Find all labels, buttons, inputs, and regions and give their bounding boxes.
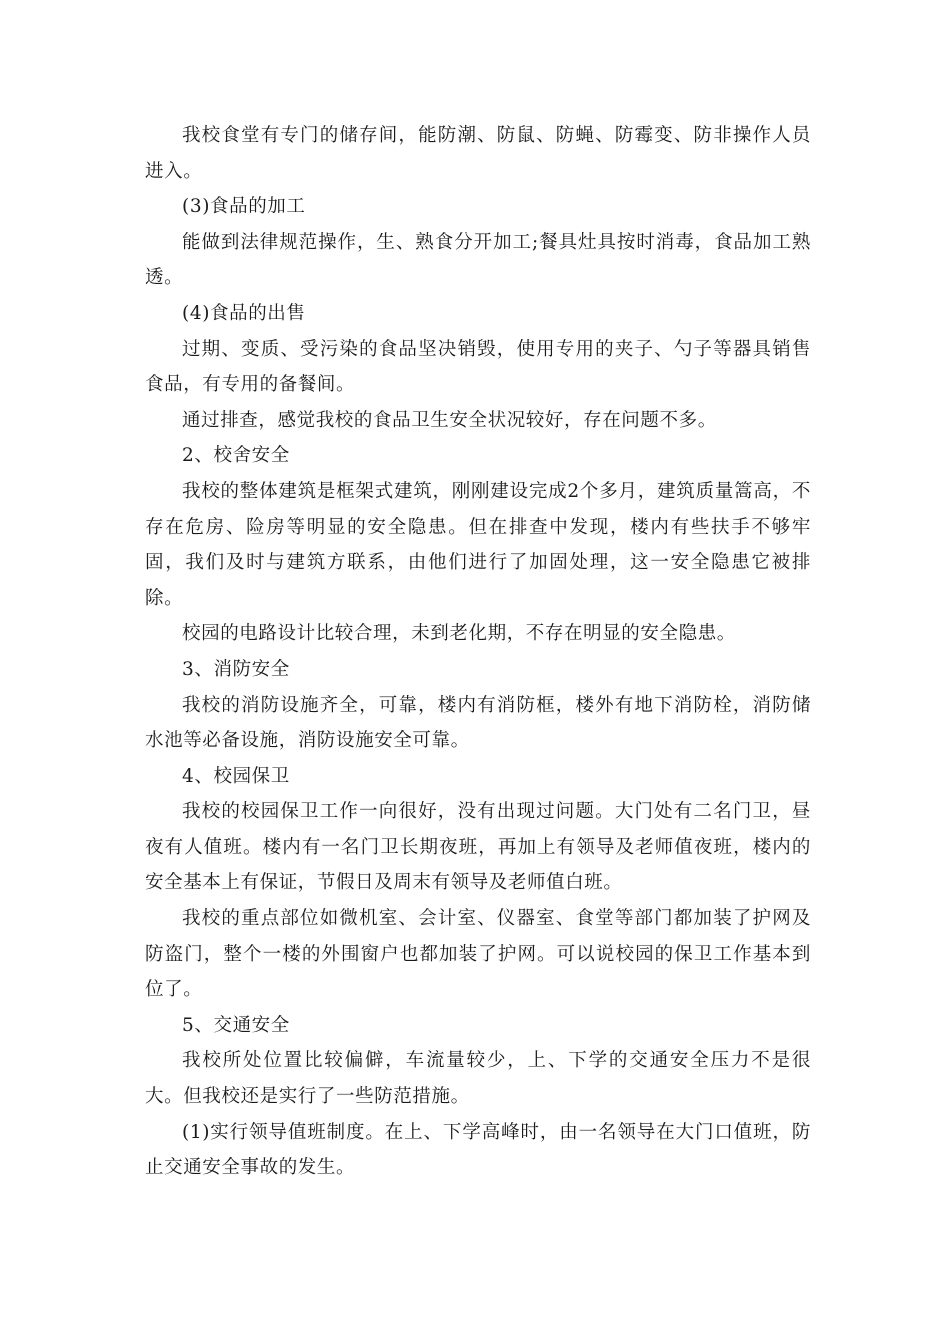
heading-campus-security: 4、校园保卫	[182, 765, 290, 787]
paragraph-food-sales: 过期、变质、受污染的食品坚决销毁，使用专用的夹子、勺子等器具销售食品，有专用的备餐间。	[145, 338, 811, 396]
heading-building-safety: 2、校舍安全	[182, 445, 290, 467]
paragraph-food-processing: 能做到法律规范操作，生、熟食分开加工;餐具灶具按时消毒，食品加工熟透。	[145, 231, 811, 289]
paragraph-building-safety: 我校的整体建筑是框架式建筑，刚刚建设完成2个多月，建筑质量篙高，不存在危房、险房等明显的安全隐患。但在排查中发现，楼内有些扶手不够牢固，我们及时与建筑方联系，由他们进行了加固处理，这一安全隐患它被排除。	[145, 480, 811, 609]
paragraph-storage-room: 我校食堂有专门的储存间，能防潮、防鼠、防蝇、防霉变、防非操作人员进入。	[145, 125, 811, 182]
paragraph-duty-system: (1)实行领导值班制度。在上、下学高峰时，由一名领导在大门口值班，防止交通安全事故的发生。	[145, 1121, 811, 1179]
heading-fire-safety: 3、消防安全	[182, 658, 290, 680]
document-page	[145, 118, 811, 1186]
paragraph-key-areas: 我校的重点部位如微机室、会计室、仪器室、食堂等部门都加装了护网及防盗门，整个一楼的外围窗户也都加装了护网。可以说校园的保卫工作基本到位了。	[145, 908, 811, 1001]
heading-food-processing: (3)食品的加工	[182, 196, 306, 218]
paragraph-traffic-safety: 我校所处位置比较偏僻，车流量较少，上、下学的交通安全压力不是很大。但我校还是实行了一些防范措施。	[145, 1050, 811, 1108]
paragraph-fire-safety: 我校的消防设施齐全，可靠，楼内有消防框，楼外有地下消防栓，消防储水池等必备设施，消防设施安全可靠。	[145, 694, 811, 752]
heading-food-sales: (4)食品的出售	[182, 302, 306, 324]
paragraph-electrical: 校园的电路设计比较合理，未到老化期，不存在明显的安全隐患。	[182, 623, 736, 645]
paragraph-campus-security: 我校的校园保卫工作一向很好，没有出现过问题。大门处有二名门卫，昼夜有人值班。楼内有一名门卫长期夜班，再加上有领导及老师值夜班，楼内的安全基本上有保证，节假日及周末有领导及老师值白班。	[145, 801, 811, 894]
paragraph-food-summary: 通过排查，感觉我校的食品卫生安全状况较好，存在问题不多。	[182, 409, 717, 431]
heading-traffic-safety: 5、交通安全	[182, 1014, 290, 1036]
